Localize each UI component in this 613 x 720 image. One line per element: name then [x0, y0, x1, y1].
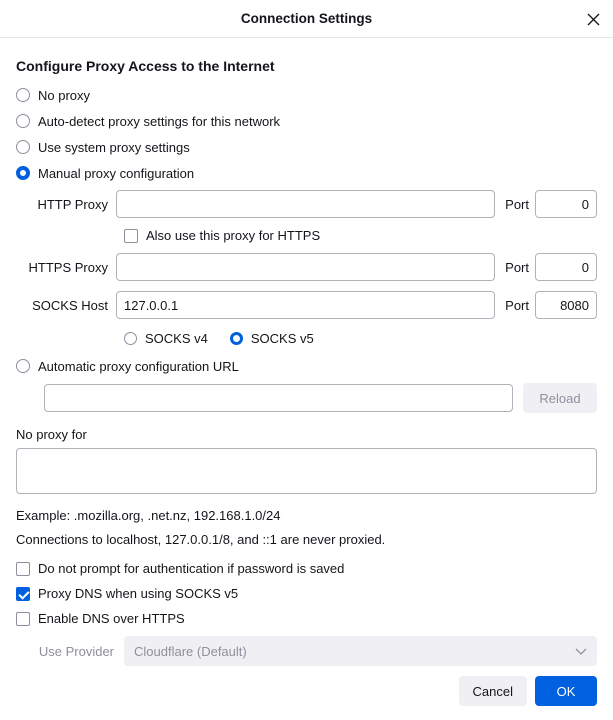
no-proxy-example-text: Example: .mozilla.org, .net.nz, 192.168.1.0/24	[16, 508, 281, 523]
reload-button[interactable]: Reload	[523, 383, 597, 413]
http-port-input[interactable]	[535, 190, 597, 218]
pac-url-input[interactable]	[44, 384, 513, 412]
provider-select[interactable]	[124, 636, 597, 666]
radio-auto-detect[interactable]	[16, 114, 30, 128]
radio-pac-url[interactable]	[16, 359, 30, 373]
radio-row-pac-url[interactable]	[16, 357, 597, 375]
https-port-label: Port	[505, 259, 529, 275]
radio-row-manual-proxy[interactable]	[16, 164, 597, 182]
https-proxy-label: HTTPS Proxy	[28, 259, 108, 275]
radio-row-auto-detect[interactable]	[16, 112, 597, 130]
dialog-titlebar	[0, 0, 613, 38]
radio-label-pac-url: Automatic proxy configuration URL	[38, 358, 239, 374]
radio-row-no-proxy[interactable]	[16, 86, 597, 104]
checkbox-enable-doh[interactable]	[16, 612, 30, 626]
checkbox-no-prompt-auth[interactable]	[16, 562, 30, 576]
http-proxy-label: HTTP Proxy	[37, 196, 108, 212]
option-row-proxy-dns-socks5[interactable]	[16, 586, 597, 601]
dialog-title: Connection Settings	[240, 11, 373, 26]
radio-label-socks-v4: SOCKS v4	[145, 330, 208, 346]
option-row-enable-doh[interactable]	[16, 611, 597, 626]
section-heading: Configure Proxy Access to the Internet	[16, 58, 275, 74]
localhost-note-text: Connections to localhost, 127.0.0.1/8, and ::1 are never proxied.	[16, 532, 386, 547]
pac-url-row	[44, 383, 597, 413]
provider-row	[16, 636, 597, 666]
radio-row-socks-v4[interactable]	[124, 329, 208, 347]
close-button[interactable]	[581, 7, 605, 31]
checkbox-proxy-dns-socks5[interactable]	[16, 587, 30, 601]
no-proxy-for-label: No proxy for	[16, 427, 87, 442]
radio-label-manual-proxy: Manual proxy configuration	[38, 165, 195, 181]
radio-row-socks-v5[interactable]	[230, 329, 314, 347]
http-proxy-row	[16, 190, 597, 218]
https-proxy-row	[16, 253, 597, 281]
label-enable-doh: Enable DNS over HTTPS	[38, 611, 185, 626]
cancel-button[interactable]: Cancel	[459, 676, 527, 706]
also-https-label: Also use this proxy for HTTPS	[146, 228, 321, 243]
socks-port-input[interactable]	[535, 291, 597, 319]
radio-socks-v4[interactable]	[124, 332, 137, 345]
radio-system-proxy[interactable]	[16, 140, 30, 154]
https-proxy-input[interactable]	[116, 253, 495, 281]
radio-label-socks-v5: SOCKS v5	[250, 330, 314, 346]
close-icon	[587, 13, 600, 26]
socks-host-row	[16, 291, 597, 319]
checkbox-also-https[interactable]	[124, 229, 138, 243]
label-no-prompt-auth: Do not prompt for authentication if password is saved	[38, 561, 345, 576]
radio-label-auto-detect: Auto-detect proxy settings for this network	[38, 113, 281, 129]
socks-host-label: SOCKS Host	[32, 297, 108, 313]
label-proxy-dns-socks5: Proxy DNS when using SOCKS v5	[38, 586, 239, 601]
https-port-input[interactable]	[535, 253, 597, 281]
chevron-down-icon	[575, 644, 587, 659]
ok-button[interactable]: OK	[535, 676, 597, 706]
also-https-row[interactable]	[124, 228, 597, 243]
socks-port-label: Port	[505, 297, 529, 313]
radio-label-system-proxy: Use system proxy settings	[38, 139, 190, 155]
radio-manual-proxy[interactable]	[16, 166, 30, 180]
radio-no-proxy[interactable]	[16, 88, 30, 102]
provider-selected-value: Cloudflare (Default)	[134, 643, 247, 659]
socks-host-input[interactable]	[116, 291, 495, 319]
no-proxy-for-textarea[interactable]	[16, 448, 597, 494]
socks-version-row	[124, 329, 597, 347]
provider-label: Use Provider	[38, 643, 114, 659]
radio-row-system-proxy[interactable]	[16, 138, 597, 156]
http-proxy-input[interactable]	[116, 190, 495, 218]
dialog-content	[0, 38, 613, 666]
radio-socks-v5[interactable]	[230, 332, 243, 345]
dialog-footer	[0, 666, 613, 720]
radio-label-no-proxy: No proxy	[38, 87, 91, 103]
http-port-label: Port	[505, 196, 529, 212]
option-row-no-prompt-auth[interactable]	[16, 561, 597, 576]
